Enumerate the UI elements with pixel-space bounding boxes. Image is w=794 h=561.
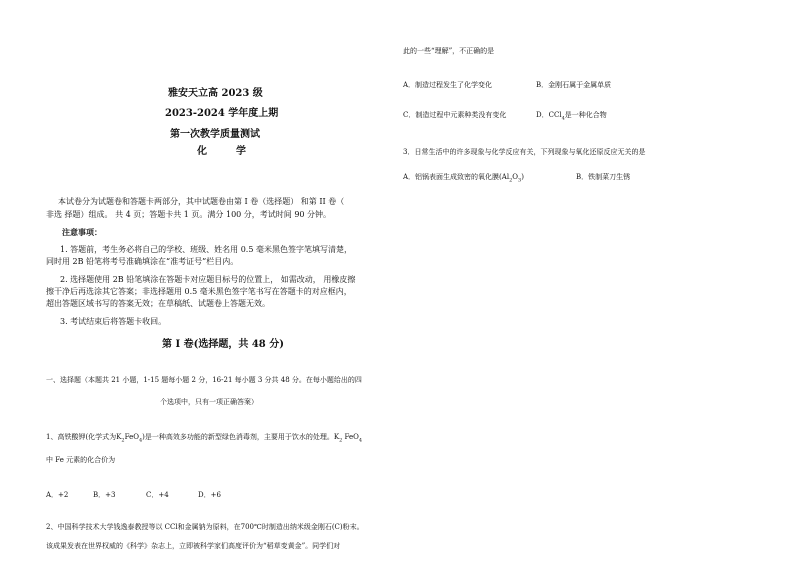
question-3-stem: 3．日常生活中的许多现象与化学反应有关，下列现象与氧化还原反应无关的是 (403, 148, 646, 156)
intro-line-2: 非选 择题）组成。 共 4 页；答题卡共 1 页。满分 100 分，考试时间 90 分钟。 (46, 210, 332, 219)
question-2-option-a: A．制造过程发生了化学变化 (403, 81, 493, 89)
term-title: 2023-2024 学年度上期 (165, 108, 279, 119)
question-3-option-a: A．铝锅表面生成致密的氧化膜$(Al_2O_3)$ (403, 173, 524, 184)
section-title: 第 I 卷(选择题，共 48 分) (162, 339, 284, 350)
note-3: 3. 考试结束后将答题卡收回。 (60, 317, 167, 326)
question-2-stem-cont: 此的一些“理解”，不正确的是 (403, 47, 495, 55)
exam-title: 第一次教学质量测试 (170, 129, 260, 140)
note-2c: 超出答题区域书写的答案无效；在草稿纸、试题卷上答题无效。 (46, 299, 270, 308)
section-instructions-2: 个选项中，只有一项正确答案） (160, 398, 258, 406)
question-2-option-c: C．制造过程中元素种类没有变化 (403, 111, 507, 119)
question-1-option-d: D．+6 (198, 491, 221, 499)
question-1-option-b: B．+3 (93, 491, 116, 499)
question-1-stem-2: 中 Fe 元素的化合价为 (46, 456, 116, 464)
question-1-option-c: C．+4 (146, 491, 169, 499)
subject-char-2: 学 (236, 146, 246, 157)
note-1a: 1. 答题前，考生务必将自己的学校、班级、姓名用 0.5 毫米黑色签字笔填写清楚， (60, 245, 352, 254)
question-2-stem-2: 该成果发表在世界权威的《科学》杂志上，立即被科学家们高度评价为“稻草变黄金”。同学们对 (46, 542, 341, 550)
note-1b: 同时用 2B 铅笔将考号准确填涂在“准考证号”栏目内。 (46, 257, 239, 266)
question-2-stem-1: 2、中国科学技术大学钱逸泰教授等以 CCl和金属钠为原料，在700℃时制造出纳米级金刚石(C)粉末。 (46, 523, 364, 531)
section-instructions-1: 一、选择题（本题共 21 小题，1-15 题每小题 2 分，16-21 每小题 3 分共 48 分。在每小题给出的四 (46, 376, 362, 384)
question-2-option-d: D．CCl$_4$是一种化合物 (536, 111, 607, 122)
intro-line-1: 本试卷分为试题卷和答题卡两部分，其中试题卷由第 I 卷（选择题） 和第 II 卷（ (58, 197, 345, 206)
question-3-option-b: B．铁制菜刀生锈 (576, 173, 631, 181)
subject-char-1: 化 (197, 146, 207, 157)
question-1-stem: 1、高铁酸钾(化学式为$K_2FeO_4$)是一种高效多功能的新型绿色消毒剂，主要用于饮水的处理。$K_2$ FeO$_4$ (46, 433, 363, 444)
note-2a: 2. 选择题使用 2B 铅笔填涂在答题卡对应题目标号的位置上， 如需改动， 用橡皮擦 (60, 275, 356, 284)
question-1-option-a: A．+2 (46, 491, 69, 499)
note-2b: 擦干净后再选涂其它答案；非选择题用 0.5 毫米黑色签字笔书写在答题卡的对应框内， (46, 287, 352, 296)
question-2-option-b: B．金刚石属于金属单质 (536, 81, 612, 89)
notes-heading: 注意事项： (62, 227, 102, 237)
school-title: 雅安天立高 2023 级 (168, 88, 263, 99)
